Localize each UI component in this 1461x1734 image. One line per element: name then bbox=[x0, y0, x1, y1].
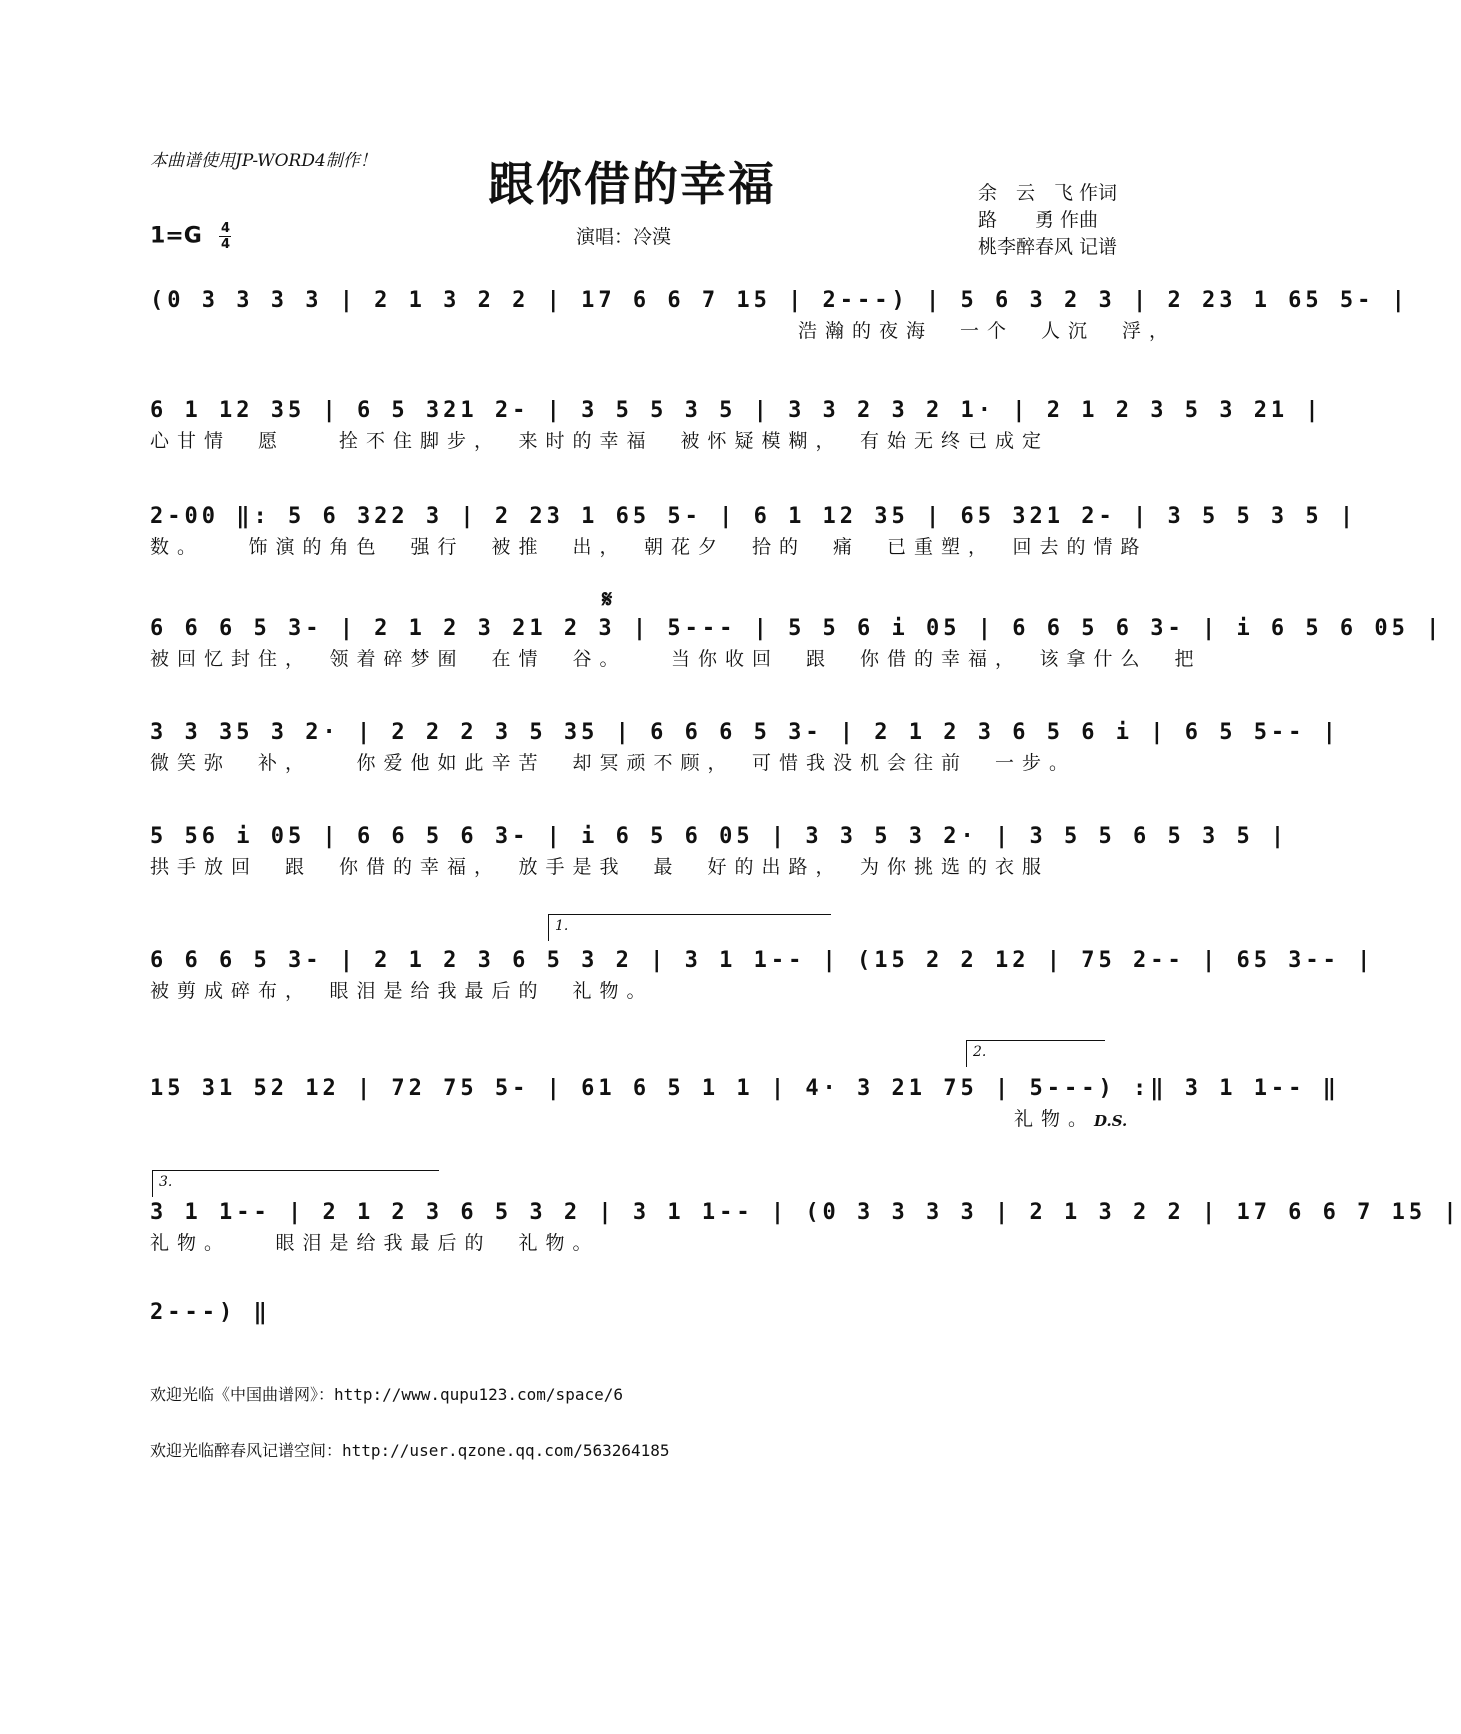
lyrics-line: 礼物。 眼泪是给我最后的 礼物。 bbox=[150, 1232, 600, 1254]
score-system-9 bbox=[150, 1198, 1461, 1256]
notes-line: 15 31 52 12 | 72 75 5- | 61 6 5 1 1 | 4· 3 21 75 | 5---) :‖ 3 1 1-- ‖ bbox=[150, 1076, 1340, 1101]
notes-line: 5 56 i 05 | 6 6 5 6 3- | i 6 5 6 05 | 3 3 5 3 2· | 3 5 5 6 5 3 5 | bbox=[150, 824, 1289, 849]
score-system-4 bbox=[150, 614, 1444, 672]
composer: 路 勇 作曲 bbox=[977, 209, 1098, 231]
score-system-8 bbox=[150, 1074, 1340, 1132]
singer: 演唱：冷漠 bbox=[576, 226, 672, 248]
key-signature bbox=[150, 222, 231, 251]
score-system-5 bbox=[150, 718, 1340, 776]
lyrics-line: 拱手放回 跟 你借的幸福， 放手是我 最 好的出路， 为你挑选的衣服 bbox=[150, 856, 1050, 878]
transcriber: 桃李醉春风 记谱 bbox=[977, 236, 1117, 258]
footer-link-qzone[interactable]: 欢迎光临醉春风记谱空间：http://user.qzone.qq.com/563264185 bbox=[150, 1441, 670, 1460]
lyrics-line: 礼物。 bbox=[150, 1108, 1096, 1130]
song-title: 跟你借的幸福 bbox=[488, 157, 776, 211]
volta-bracket-2 bbox=[966, 1040, 1105, 1067]
credits bbox=[978, 180, 1117, 261]
score-system-10 bbox=[150, 1298, 1120, 1330]
time-top: 4 bbox=[220, 221, 230, 236]
key-label: 1=G bbox=[150, 223, 202, 249]
score-system-7 bbox=[150, 946, 1375, 1004]
notes-line: 2-00 ‖: 5 6 322 3 | 2 23 1 65 5- | 6 1 12 35 | 65 321 2- | 3 5 5 3 5 | bbox=[150, 504, 1358, 529]
volta-number: 2. bbox=[973, 1044, 987, 1060]
volta-bracket-1 bbox=[548, 914, 831, 941]
notes-line: 6 6 6 5 3- | 2 1 2 3 6 5 3 2 | 3 1 1-- | (15 2 2 12 | 75 2-- | 65 3-- | bbox=[150, 948, 1375, 973]
volta-number: 3. bbox=[159, 1174, 173, 1190]
time-signature bbox=[219, 222, 231, 251]
notes-line: 6 6 6 5 3- | 2 1 2 3 21 2 3 | 5--- | 5 5 6 i 05 | 6 6 5 6 3- | i 6 5 6 05 | bbox=[150, 616, 1444, 641]
notes-line: (0 3 3 3 3 | 2 1 3 2 2 | 17 6 6 7 15 | 2---) | 5 6 3 2 3 | 2 23 1 65 5- | bbox=[150, 288, 1409, 313]
notes-line: 6 1 12 35 | 6 5 321 2- | 3 5 5 3 5 | 3 3 2 3 2 1· | 2 1 2 3 5 3 21 | bbox=[150, 398, 1323, 423]
score-system-3 bbox=[150, 502, 1358, 560]
score-system-6 bbox=[150, 822, 1289, 880]
lyrics-line: 心甘情 愿 拴不住脚步， 来时的幸福 被怀疑模糊， 有始无终已成定 bbox=[150, 430, 1050, 452]
lyrics-line: 微笑弥 补， 你爱他如此辛苦 却冥顽不顾， 可惜我没机会往前 一步。 bbox=[150, 752, 1077, 774]
dal-segno-mark: D.S. bbox=[1094, 1112, 1128, 1130]
time-bottom: 4 bbox=[220, 237, 230, 252]
lyrics-line: 被剪成碎布， 眼泪是给我最后的 礼物。 bbox=[150, 980, 654, 1002]
lyrics-line: 数。 饰演的角色 强行 被推 出， 朝花夕 拾的 痛 已重塑， 回去的情路 bbox=[150, 536, 1148, 558]
volta-bracket-3 bbox=[152, 1170, 439, 1197]
notes-line: 2---) ‖ bbox=[150, 1300, 271, 1325]
lyrics-line: 浩瀚的夜海 一个 人沉 浮， bbox=[150, 320, 1177, 342]
lyrics-line: 被回忆封住， 领着碎梦囿 在情 谷。 当你收回 跟 你借的幸福， 该拿什么 把 bbox=[150, 648, 1202, 670]
notes-line: 3 1 1-- | 2 1 2 3 6 5 3 2 | 3 1 1-- | (0 3 3 3 3 | 2 1 3 2 2 | 17 6 6 7 15 | bbox=[150, 1200, 1461, 1225]
software-note: 本曲谱使用JP-WORD4制作！ bbox=[150, 151, 377, 171]
volta-number: 1. bbox=[555, 918, 569, 934]
notes-line: 3 3 35 3 2· | 2 2 2 3 5 35 | 6 6 6 5 3- | 2 1 2 3 6 5 6 i | 6 5 5-- | bbox=[150, 720, 1340, 745]
lyricist: 余 云 飞 作词 bbox=[977, 182, 1117, 204]
segno-sign: 𝄋 bbox=[602, 584, 613, 613]
score-system-2 bbox=[150, 396, 1323, 454]
score-system-1 bbox=[150, 286, 1409, 344]
footer-link-qupu[interactable]: 欢迎光临《中国曲谱网》：http://www.qupu123.com/space/6 bbox=[150, 1385, 623, 1404]
